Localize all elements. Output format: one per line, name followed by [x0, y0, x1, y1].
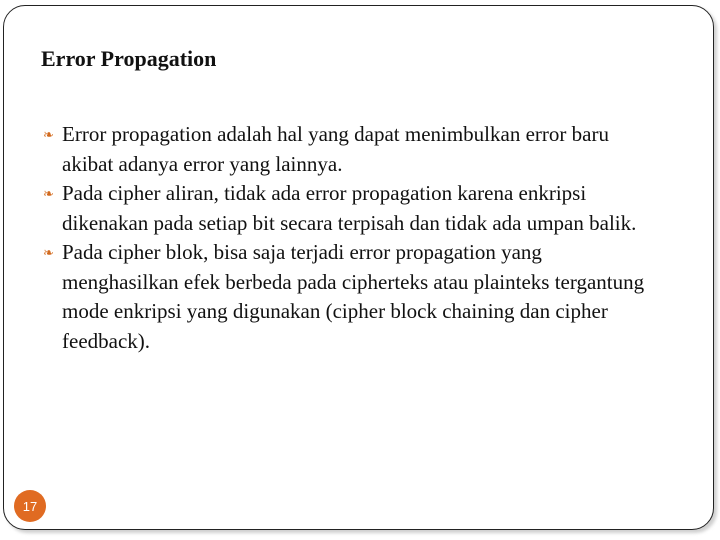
- bullet-text-3: Pada cipher blok, bisa saja terjadi error propagation yang menghasilkan efek berbeda pada cipherteks atau plainteks tergantung mode enkripsi yang digunakan (cipher block chaining dan cipher feedback).: [62, 240, 645, 353]
- bullet-text-1: Error propagation adalah hal yang dapat menimbulkan error baru akibat adanya error yang lainnya.: [62, 122, 609, 176]
- leaf-bullet-icon: ❧: [43, 127, 54, 142]
- bullet-item-1: [43, 120, 663, 179]
- page-number-badge: 17: [14, 490, 46, 522]
- leaf-bullet-icon: ❧: [43, 186, 54, 201]
- leaf-bullet-icon: ❧: [43, 245, 54, 260]
- bullet-text-2: Pada cipher aliran, tidak ada error propagation karena enkripsi dikenakan pada setiap bit secara terpisah dan tidak ada umpan balik.: [62, 181, 637, 235]
- slide-title: Error Propagation: [41, 46, 217, 71]
- bullet-item-3: [43, 238, 663, 356]
- bullet-item-2: [43, 179, 663, 238]
- bullet-list: [43, 120, 663, 356]
